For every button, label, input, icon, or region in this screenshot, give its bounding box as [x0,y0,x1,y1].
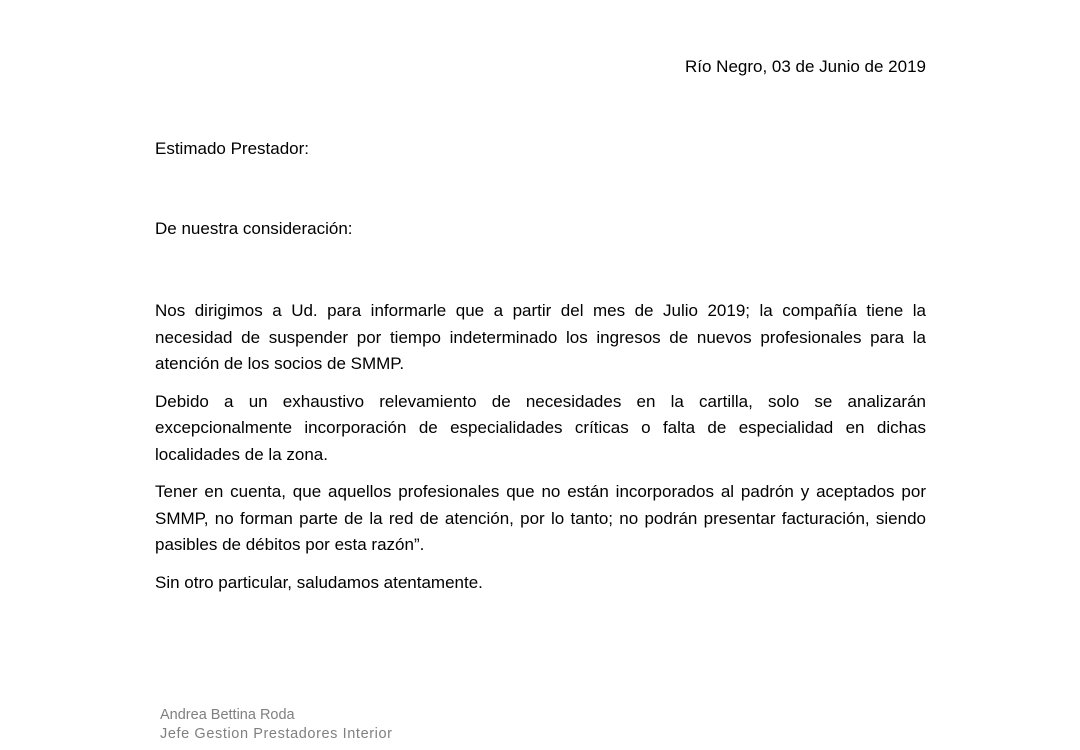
signature-title: Jefe Gestion Prestadores Interior [160,726,393,742]
signature-block [160,706,393,744]
paragraph-2: Debido a un exhaustivo relevamiento de necesidades en la cartilla, solo se analizarán excepcionalmente incorporación de especialidades críticas o falta de especialidad en dichas localidades de la zona. [155,391,926,464]
salutation: Estimado Prestador: [155,139,310,158]
paragraph-1: Nos dirigimos a Ud. para informarle que a partir del mes de Julio 2019; la compañía tiene la necesidad de suspender por tiempo indeterminado los ingresos de nuevos profesionales para la atención de los socios de SMMP. [155,301,926,373]
signature-name: Andrea Bettina Roda [160,707,295,723]
date-line: Río Negro, 03 de Junio de 2019 [684,57,926,76]
closing-line: Sin otro particular, saludamos atentamente. [155,572,483,592]
paragraph-3: Tener en cuenta, que aquellos profesionales que no están incorporados al padrón y aceptados por SMMP, no forman parte de la red de atención, por lo tanto; no podrán presentar facturación, siendo pasibles de débitos por esta razón”. [155,482,926,554]
greeting: De nuestra consideración: [155,219,353,238]
letter-body [155,298,926,596]
